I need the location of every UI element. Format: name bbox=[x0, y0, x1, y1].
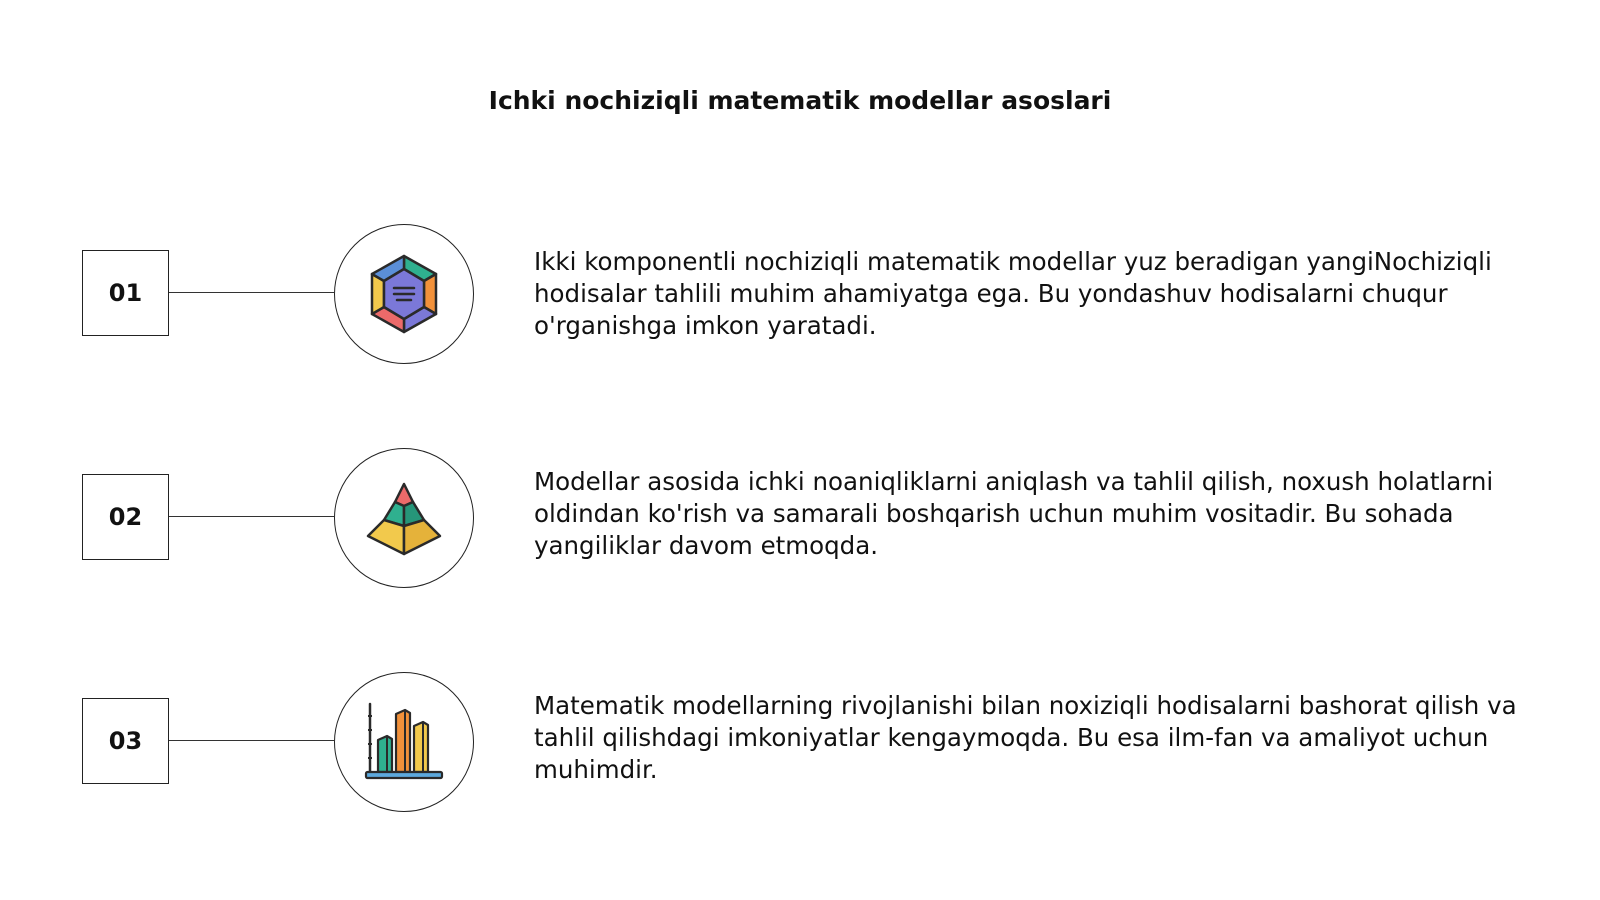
step-description: Modellar asosida ichki noaniqliklarni aniqlash va tahlil qilish, noxush holatlarni oldindan ko'rish va samarali boshqarish uchun muhim vositadir. Bu sohada yangiliklar davom etmoqda. bbox=[534, 467, 1494, 560]
icon-circle bbox=[334, 224, 474, 364]
step-description: Matematik modellarning rivojlanishi bilan noxiziqli hodisalarni bashorat qilish va tahlil qilishdagi imkoniyatlar kengaymoqda. Bu esa ilm-fan va amaliyot uchun muhimdir. bbox=[534, 691, 1517, 784]
connector-line bbox=[169, 740, 334, 741]
step-number-box: 02 bbox=[82, 474, 169, 560]
step-row-3 bbox=[0, 672, 1600, 812]
step-number-box: 03 bbox=[82, 698, 169, 784]
pyramid-icon bbox=[364, 478, 444, 558]
step-number-box: 01 bbox=[82, 250, 169, 336]
step-row-1 bbox=[0, 224, 1600, 364]
connector-line bbox=[169, 516, 334, 517]
bar-chart-icon bbox=[362, 700, 446, 784]
step-row-2 bbox=[0, 448, 1600, 588]
page-title: Ichki nochiziqli matematik modellar asoslari bbox=[488, 86, 1112, 115]
hexagon-document-icon bbox=[366, 252, 442, 336]
connector-line bbox=[169, 292, 334, 293]
icon-circle bbox=[334, 448, 474, 588]
step-description: Ikki komponentli nochiziqli matematik modellar yuz beradigan yangiNochiziqli hodisalar tahlili muhim ahamiyatga ega. Bu yondashuv hodisalarni chuqur o'rganishga imkon yaratadi. bbox=[534, 247, 1492, 340]
icon-circle bbox=[334, 672, 474, 812]
